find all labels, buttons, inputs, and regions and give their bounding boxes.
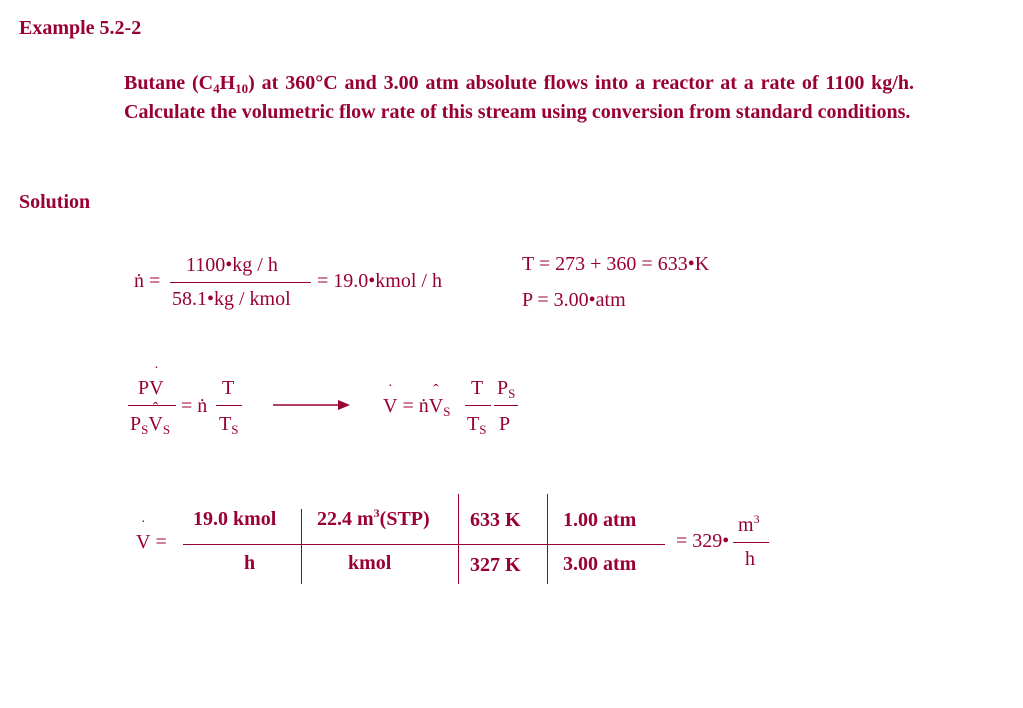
calc-table-divider-2 [458,494,459,584]
calc-cell-3-bottom: 327 K [470,554,521,576]
calc-lhs [136,518,167,554]
result-ps: P [497,377,509,399]
result-t-denominator [467,413,486,436]
ratio-t-fraction-bar [216,405,242,406]
ratio-t-denominator [219,413,238,436]
pressure-equation: P = 3.00•atm [522,289,626,311]
result-p-fraction-bar [494,405,518,406]
calc-cell-2-bottom: kmol [348,552,392,574]
implies-arrow [272,398,352,412]
calc-result-unit-denominator: h [745,548,755,570]
temperature-equation: T = 273 + 360 = 633•K [522,253,710,275]
calc-result-unit-numerator [738,514,760,537]
molar-flow-fraction-bar [170,282,311,283]
result-t-numerator: T [471,377,484,399]
problem-sub-a: 4 [213,81,220,96]
ratio-t-numerator: T [222,377,235,399]
result-equals-ndot: = ṅ [402,395,429,417]
calc-cell-2-top-sup: 3 [373,506,380,520]
calc-cell-1-bottom: h [244,552,256,574]
example-title: Example 5.2-2 [19,17,142,39]
solution-heading: Solution [19,191,91,213]
ratio-p: P [138,377,150,399]
calc-cell-3-top: 633 K [470,509,521,531]
ratio-ts: T [219,413,232,435]
ratio-vhat-s: ˆ V [148,400,163,435]
calc-cell-2-top-a: 22.4 m [317,508,374,530]
result-v-letter: V [383,395,398,417]
ratio-numerator [138,364,164,400]
ratio-vs-sub: S [162,422,171,437]
calc-cell-2-top-b: (STP) [379,508,430,530]
calc-result-unit-bar [733,542,769,543]
ratio-ps: P [130,413,142,435]
molar-flow-result: = 19.0•kmol / h [317,270,442,292]
result-ts: T [467,413,480,435]
ratio-ts-sub: S [231,422,239,437]
problem-text-b: H [219,72,236,94]
problem-text-a: Butane (C [124,72,214,94]
calc-vdot: ˙ V [136,518,151,553]
calc-unit-m: m [738,514,754,536]
result-ts-sub: S [479,422,487,437]
calc-table-horizontal-rule [183,544,665,545]
result-vdot: ˙ V [383,382,398,417]
result-vhat: ˆ V [428,382,444,417]
ratio-denominator [130,400,171,437]
molar-flow-lhs: ṅ = [134,270,161,292]
ratio-equals-ndot: = ṅ [181,395,208,417]
calc-unit-sup: 3 [753,512,760,526]
problem-sub-b: 10 [235,81,249,96]
result-vs-sub: S [443,404,451,419]
calc-cell-1-top: 19.0 kmol [193,508,277,530]
calc-result: = 329• [676,530,730,552]
problem-text-c: ) at 360°C and 3.00 atm absolute flows into a reactor at a rate of 1100 kg/h. Calculate the volumetric flow rate of this stream using conversion from standard conditions. [124,72,914,123]
result-t-fraction-bar [465,405,491,406]
calc-v-letter: V [136,531,151,553]
molar-flow-numerator: 1100•kg / h [186,254,278,276]
result-p-numerator [497,377,515,400]
result-vs-letter: V [428,395,444,417]
calc-cell-2-top [317,508,430,531]
ratio-vdot: ˙ V [149,364,164,399]
calc-table-divider-3 [547,494,548,584]
ratio-vs-letter: V [148,413,163,435]
calc-cell-4-top: 1.00 atm [563,509,637,531]
problem-statement [124,69,914,127]
calc-cell-4-bottom: 3.00 atm [563,553,637,575]
result-ps-sub: S [508,386,516,401]
calc-equals: = [155,531,167,553]
molar-flow-denominator: 58.1•kg / kmol [172,288,291,310]
calc-table-divider-1 [301,509,302,584]
result-formula-lhs [383,382,451,419]
result-p-denominator: P [499,413,511,435]
ratio-v-letter: V [149,377,164,399]
ratio-ps-sub: S [141,422,149,437]
